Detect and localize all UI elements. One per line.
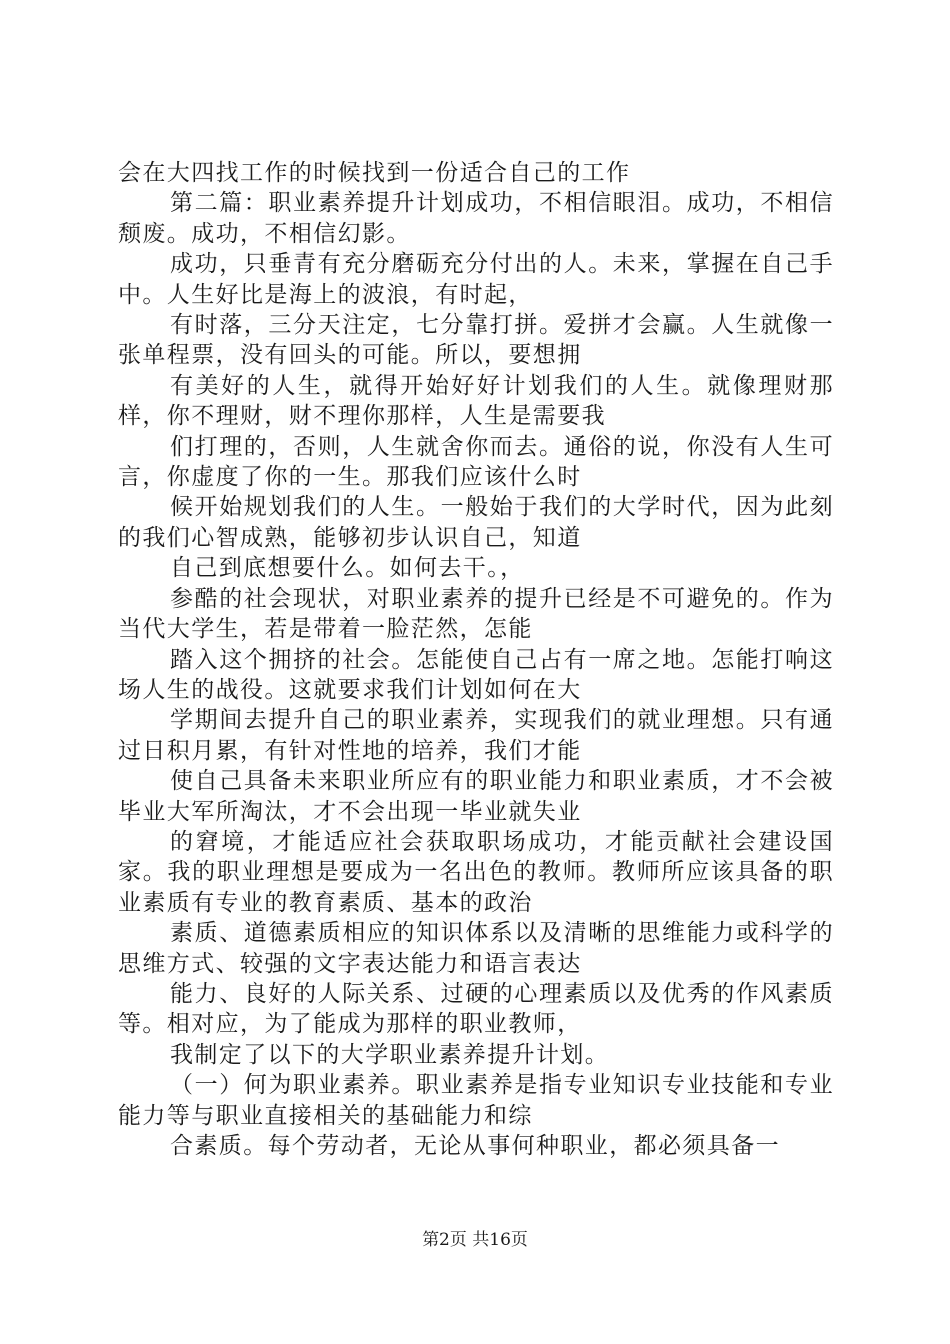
paragraph-1: 第二篇：职业素养提升计划成功，不相信眼泪。成功，不相信颓废。成功，不相信幻影。 [118, 190, 834, 247]
paragraph-7: 自己到底想要什么。如何去干。， [170, 555, 525, 582]
document-body [118, 158, 834, 1161]
paragraph-16: （一）何为职业素养。职业素养是指专业知识专业技能和专业能力等与职业直接相关的基础能力和综 [118, 1072, 834, 1129]
paragraph-5: 们打理的，否则，人生就舍你而去。通俗的说，你没有人生可言，你虚度了你的一生。那我们应该什么时 [118, 433, 834, 491]
paragraph-2: 成功，只垂青有充分磨砺充分付出的人。未来，掌握在自己手中。人生好比是海上的波浪，有时起， [118, 251, 834, 308]
paragraph-15: 我制定了以下的大学职业素养提升计划。 [170, 1041, 610, 1068]
paragraph-10: 学期间去提升自己的职业素养，实现我们的就业理想。只有通过日积月累，有针对性地的培养，我们才能 [118, 707, 834, 764]
paragraph-6: 候开始规划我们的人生。一般始于我们的大学时代，因为此刻的我们心智成熟，能够初步认识自己，知道 [118, 494, 834, 551]
paragraph-17: 合素质。每个劳动者，无论从事何种职业，都必须具备一 [170, 1133, 780, 1159]
paragraph-14: 能力、良好的人际关系、过硬的心理素质以及优秀的作风素质等。相对应，为了能成为那样的职业教师， [118, 980, 834, 1038]
paragraph-11: 使自己具备未来职业所应有的职业能力和职业素质，才不会被毕业大军所淘汰，才不会出现一毕业就失业 [118, 768, 834, 825]
paragraph-4: 有美好的人生，就得开始好好计划我们的人生。就像理财那样，你不理财，财不理你那样，人生是需要我 [118, 372, 834, 430]
paragraph-13: 素质、道德素质相应的知识体系以及清晰的思维能力或科学的思维方式、较强的文字表达能力和语言表达 [118, 920, 834, 977]
paragraph-3: 有时落，三分天注定，七分靠打拼。爱拼才会赢。人生就像一张单程票，没有回头的可能。所以，要想拥 [118, 312, 834, 369]
paragraph-12: 的窘境，才能适应社会获取职场成功，才能贡献社会建设国家。我的职业理想是要成为一名出色的教师。教师所应该具备的职业素质有专业的教育素质、基本的政治 [118, 828, 834, 916]
paragraph-0: 会在大四找工作的时候找到一份适合自己的工作 [118, 160, 631, 186]
paragraph-8: 参酷的社会现状，对职业素养的提升已经是不可避免的。作为当代大学生，若是带着一脸茫然，怎能 [118, 585, 834, 643]
paragraph-9: 踏入这个拥挤的社会。怎能使自己占有一席之地。怎能打响这场人生的战役。这就要求我们计划如何在大 [118, 646, 834, 703]
page-number-indicator: 第2页 共16页 [422, 1230, 528, 1250]
page-footer [0, 1229, 950, 1251]
